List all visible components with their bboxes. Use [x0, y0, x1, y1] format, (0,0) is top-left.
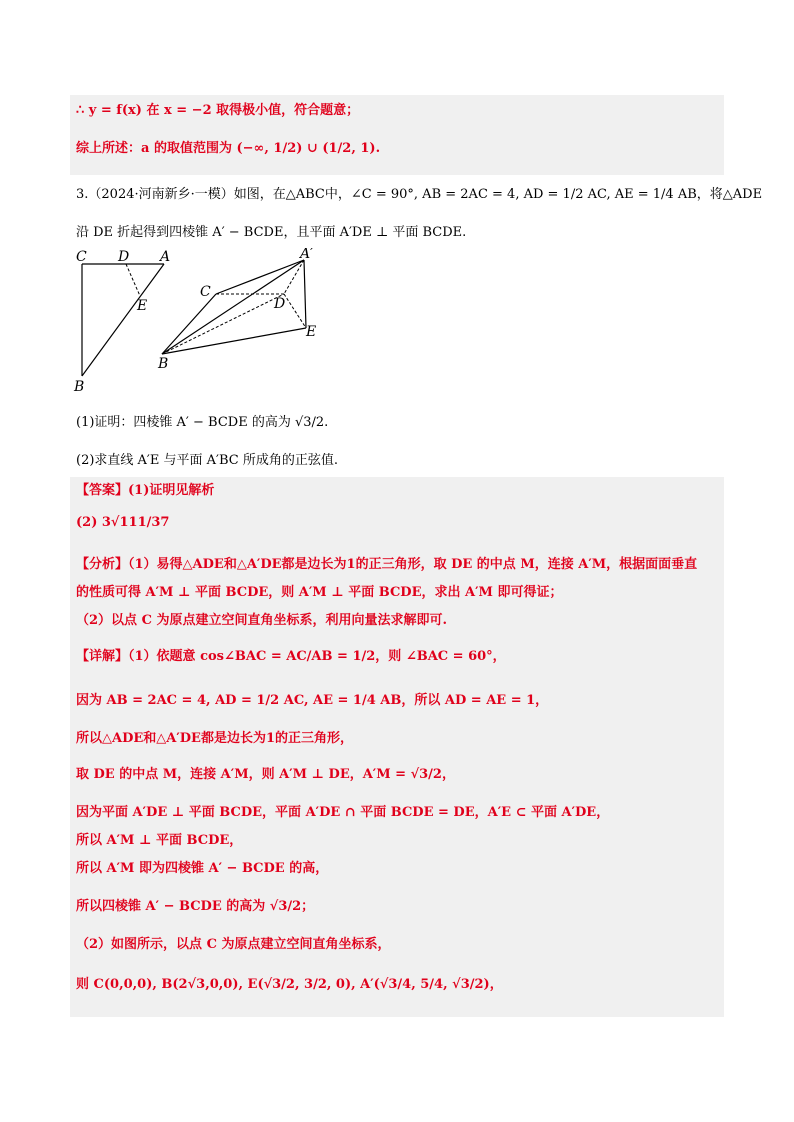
right-seg-aprime-d [284, 260, 304, 294]
detail-line-1 [76, 648, 506, 666]
answer-part2-prefix: (2) [76, 515, 98, 530]
right-label-aprime: A′ [300, 248, 314, 262]
right-seg-b-e [162, 328, 306, 354]
answer-line [76, 482, 214, 500]
analysis-line-1 [76, 556, 697, 574]
left-label-e: E [137, 298, 148, 314]
detail-line-4: 取 DE 的中点 M，连接 A′M，则 A′M ⊥ DE，A′M = √3/2， [76, 767, 455, 782]
detail-line-5: 因为平面 A′DE ⊥ 平面 BCDE，平面 A′DE ∩ 平面 BCDE = DE，A′E ⊂ 平面 A′DE， [76, 805, 610, 820]
left-label-b: B [74, 379, 85, 395]
top-line-1: ∴ y = f(x) 在 x = −2 取得极小值，符合题意； [76, 103, 360, 118]
right-seg-b-d [162, 294, 284, 354]
right-seg-d-e [284, 294, 306, 328]
analysis-text-1: （1）易得△ADE和△A′DE都是边长为1的正三角形，取 DE 的中点 M，连接 A′M，根据面面垂直 [128, 557, 698, 572]
left-label-c: C [76, 249, 87, 265]
right-label-b: B [158, 356, 169, 372]
analysis-line-2: 的性质可得 A′M ⊥ 平面 BCDE，则 A′M ⊥ 平面 BCDE，求出 A′M 即可得证； [76, 585, 563, 600]
answer-part2 [76, 514, 169, 532]
answer-label: 【答案】 [76, 483, 129, 498]
question-1: (1)证明：四棱锥 A′ − BCDE 的高为 √3/2. [76, 415, 329, 430]
right-label-e: E [306, 324, 317, 340]
detail-text-1: （1）依题意 cos∠BAC = AC/AB = 1/2，则 ∠BAC = 60°， [128, 649, 506, 664]
detail-line-7: 所以 A′M 即为四棱锥 A′ − BCDE 的高， [76, 861, 329, 876]
geometry-figure [70, 248, 340, 396]
left-seg-de [126, 264, 140, 296]
detail-line-6: 所以 A′M ⊥ 平面 BCDE， [76, 833, 243, 848]
detail-line-3: 所以△ADE和△A′DE都是边长为1的正三角形， [76, 731, 354, 746]
right-label-d: D [274, 296, 286, 312]
left-label-d: D [118, 249, 130, 265]
analysis-line-3: （2）以点 C 为原点建立空间直角坐标系，利用向量法求解即可. [76, 613, 447, 628]
detail-line-8: 所以四棱锥 A′ − BCDE 的高为 √3/2； [76, 899, 315, 914]
answer-part1: (1)证明见解析 [128, 483, 215, 498]
top-line-2: 综上所述：a 的取值范围为 (−∞, 1/2) ∪ (1/2, 1). [76, 141, 381, 156]
problem-header: 3.（2024·河南新乡·一模）如图，在△ABC中，∠C = 90°, AB = 2AC = 4, AD = 1/2 AC, AE = 1/4 AB，将△ADE [76, 187, 763, 202]
detail-label: 【详解】 [76, 649, 129, 664]
analysis-label: 【分析】 [76, 557, 129, 572]
problem-header-cont: 沿 DE 折起得到四棱锥 A′ − BCDE，且平面 A′DE ⊥ 平面 BCDE. [76, 225, 467, 240]
detail-line-2: 因为 AB = 2AC = 4, AD = 1/2 AC, AE = 1/4 AB，所以 AD = AE = 1， [76, 693, 549, 708]
left-label-a: A [160, 249, 171, 265]
detail-line-9: （2）如图所示，以点 C 为原点建立空间直角坐标系， [76, 937, 391, 952]
answer-part2-value: 3√111/37 [101, 515, 170, 530]
right-seg-aprime-e [304, 260, 306, 328]
detail-line-10: 则 C(0,0,0), B(2√3,0,0), E(√3/2, 3/2, 0), A′(√3/4, 5/4, √3/2)， [76, 977, 503, 992]
right-label-c: C [200, 284, 211, 300]
left-seg-ab [82, 264, 164, 376]
question-2: (2)求直线 A′E 与平面 A′BC 所成角的正弦值. [76, 453, 338, 468]
